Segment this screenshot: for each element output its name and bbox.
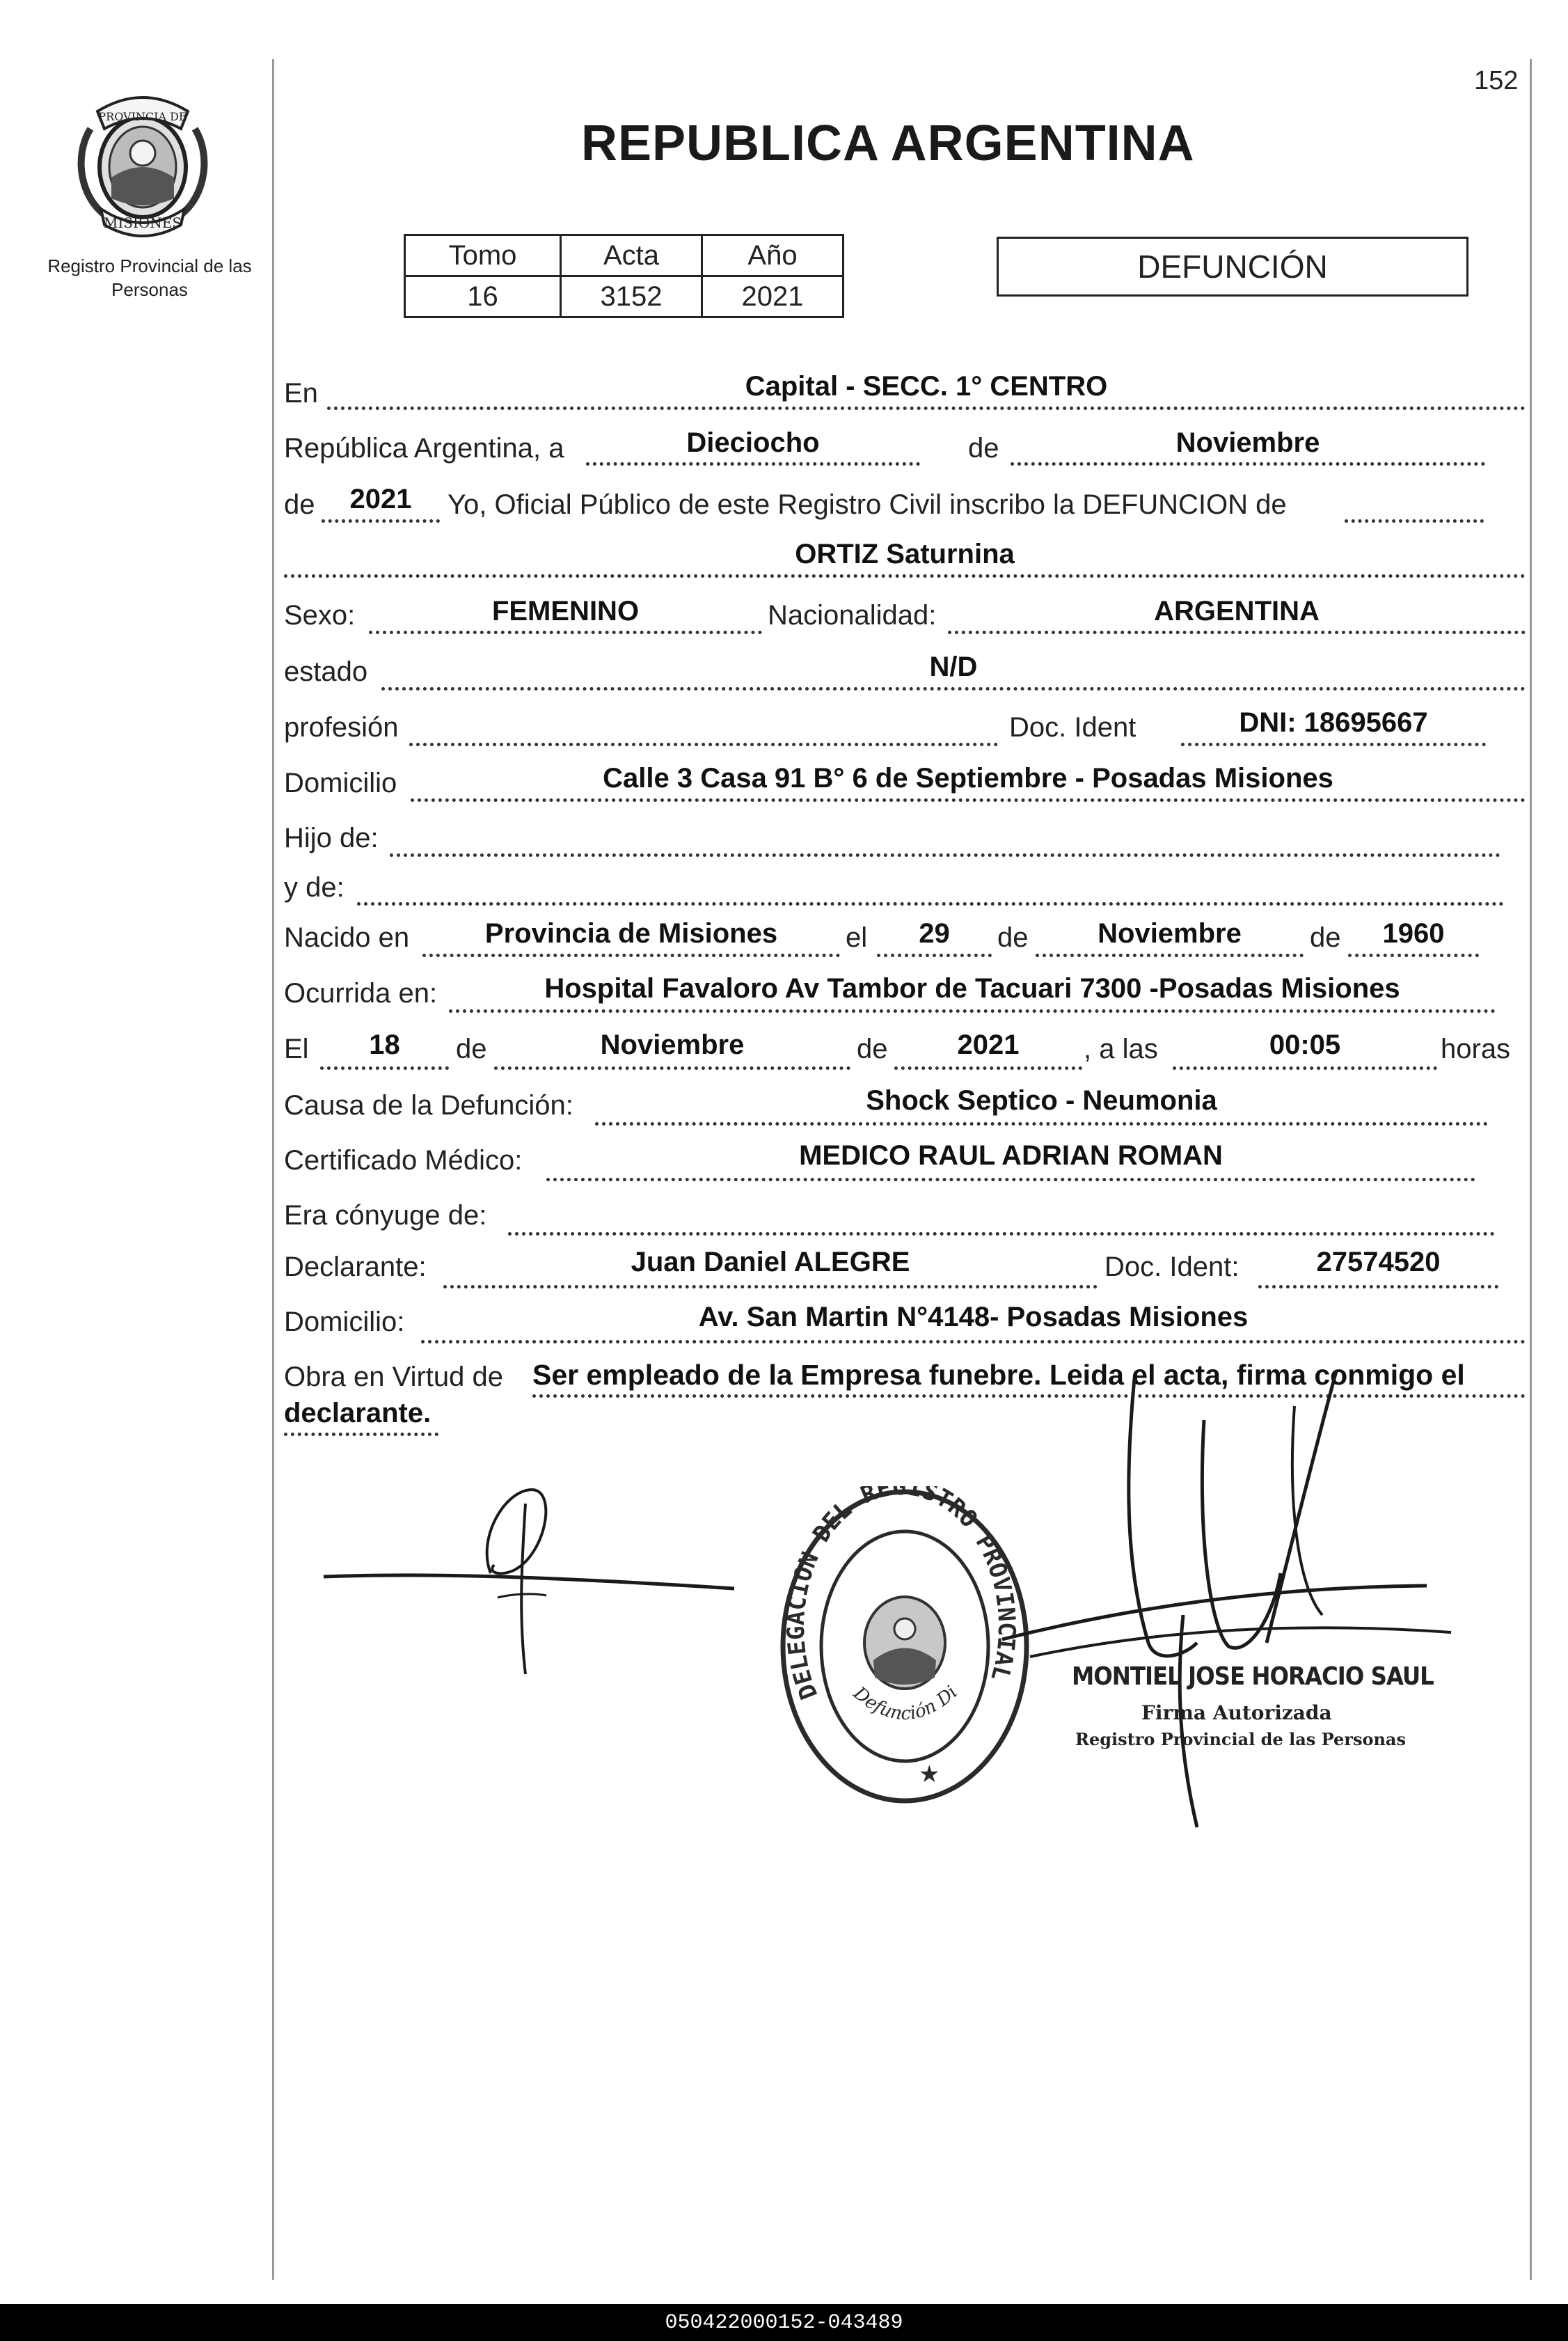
mes-line [1011, 462, 1485, 466]
def-hora-line [1173, 1066, 1437, 1070]
declarante-domicilio-label: Domicilio: [284, 1307, 405, 1337]
def-de-label-1: de [456, 1034, 487, 1064]
profesion-label: profesión [284, 712, 399, 743]
dia-line [586, 462, 920, 466]
certificado-line [546, 1178, 1475, 1181]
lugar-value: Capital - SECC. 1° CENTRO [745, 371, 1108, 402]
dia-texto-value: Dieciocho [686, 427, 820, 458]
nacido-en-value: Provincia de Misiones [484, 918, 778, 949]
conyuge-line [508, 1232, 1495, 1236]
en-label: En [284, 378, 318, 409]
el-label: El [284, 1034, 309, 1064]
a-las-label: , a las [1084, 1034, 1158, 1064]
declarante-line [443, 1285, 1098, 1288]
nombre-value: ORTIZ Saturnina [795, 539, 1015, 569]
declarante-doc-line [1258, 1285, 1498, 1288]
causa-line [595, 1122, 1488, 1126]
svg-text:MISIONES: MISIONES [103, 214, 182, 231]
domicilio-value: Calle 3 Casa 91 B° 6 de Septiembre - Posadas Misiones [603, 763, 1333, 794]
def-mes-line [494, 1066, 850, 1070]
official-signature [988, 1364, 1468, 1852]
nac-anio-value: 1960 [1382, 918, 1445, 949]
def-dia-line [320, 1066, 449, 1070]
nacionalidad-value: ARGENTINA [1154, 596, 1320, 626]
record-table-header-row [405, 235, 844, 276]
official-office: Registro Provincial de las Personas [1075, 1729, 1406, 1749]
doc-ident-label: Doc. Ident [1009, 712, 1137, 743]
de-label-1: de [968, 433, 999, 464]
horas-label: horas [1441, 1034, 1511, 1064]
record-table-value-row [405, 276, 844, 317]
def-de-label-2: de [857, 1034, 888, 1064]
declarante-label: Declarante: [284, 1252, 427, 1282]
nacionalidad-line [948, 631, 1526, 634]
record-type-box: DEFUNCIÓN [997, 237, 1468, 297]
nac-de-label-2: de [1310, 922, 1341, 953]
def-anio-value: 2021 [957, 1030, 1020, 1060]
estado-value: N/D [929, 652, 978, 682]
dni-value: DNI: 18695667 [1239, 707, 1428, 738]
def-dia-value: 18 [369, 1030, 400, 1060]
barcode-text: 050422000152-043489 [665, 2310, 903, 2335]
oficial-label: Yo, Oficial Público de este Registro Civil inscribo la DEFUNCION de [448, 489, 1287, 520]
profesion-line [409, 743, 998, 746]
acta-value: 3152 [561, 276, 702, 317]
hijo-de-line [390, 853, 1500, 857]
declarante-doc-value: 27574520 [1316, 1247, 1441, 1277]
ocurrida-en-value: Hospital Favaloro Av Tambor de Tacuari 7300 -Posadas Misiones [544, 973, 1400, 1004]
declarante-domicilio-value: Av. San Martin N°4148- Posadas Misiones [698, 1302, 1249, 1332]
stamp-star-icon: ★ [919, 1760, 940, 1788]
domicilio-line [411, 798, 1526, 802]
domicilio-label: Domicilio [284, 768, 397, 798]
def-mes-value: Noviembre [600, 1030, 745, 1060]
anio-value: 2021 [349, 484, 412, 514]
y-de-label: y de: [284, 872, 345, 903]
document-title: REPUBLICA ARGENTINA [581, 116, 1195, 171]
def-hora-value: 00:05 [1269, 1030, 1341, 1060]
anio-value: 2021 [702, 276, 844, 317]
anio-line [322, 519, 440, 523]
estado-label: estado [284, 656, 368, 687]
stamp-inner-text: Defunción Di [849, 1682, 962, 1725]
record-table [404, 234, 844, 318]
dni-line [1181, 743, 1486, 746]
nacionalidad-label: Nacionalidad: [768, 600, 937, 631]
left-margin-line [272, 59, 274, 2280]
nac-dia-line [877, 954, 992, 957]
nombre-line [284, 574, 1526, 578]
declarante-value: Juan Daniel ALEGRE [631, 1247, 910, 1277]
certificado-value: MEDICO RAUL ADRIAN ROMAN [799, 1140, 1223, 1171]
registry-label: Registro Provincial de las Personas [47, 255, 252, 300]
declarante-doc-label: Doc. Ident: [1104, 1252, 1240, 1282]
mes-value: Noviembre [1175, 427, 1320, 458]
oficial-line [1345, 519, 1484, 523]
causa-value: Shock Septico - Neumonia [866, 1085, 1217, 1116]
y-de-line [357, 902, 1504, 906]
official-name: MONTIEL JOSE HORACIO SAUL [1072, 1662, 1434, 1691]
sexo-line [369, 631, 762, 634]
acta-header: Acta [561, 235, 702, 276]
nac-dia-value: 29 [919, 918, 950, 949]
tomo-value: 16 [405, 276, 561, 317]
nac-mes-value: Noviembre [1098, 918, 1242, 949]
certificado-label: Certificado Médico: [284, 1145, 523, 1176]
nac-de-label-1: de [997, 922, 1029, 953]
page-number: 152 [1474, 66, 1519, 95]
barcode-bar [0, 2304, 1568, 2341]
svg-text:PROVINCIA DE: PROVINCIA DE [98, 110, 187, 123]
estado-line [381, 687, 1526, 691]
provincial-emblem [70, 80, 216, 240]
right-margin-line [1530, 59, 1532, 2280]
def-anio-line [894, 1066, 1082, 1070]
tomo-header: Tomo [405, 235, 561, 276]
obra-value-2: declarante. [284, 1398, 431, 1428]
republica-label: República Argentina, a [284, 433, 564, 464]
causa-label: Causa de la Defunción: [284, 1090, 573, 1121]
obra-label: Obra en Virtud de [284, 1362, 504, 1392]
ocurrida-en-line [449, 1009, 1496, 1013]
nac-anio-line [1348, 954, 1479, 957]
sexo-value: FEMENINO [491, 596, 640, 626]
anio-header: Año [702, 235, 844, 276]
nacido-en-label: Nacido en [284, 922, 410, 953]
sexo-label: Sexo: [284, 600, 356, 631]
nacido-en-line [422, 954, 840, 957]
obra-value-1: Ser empleado de la Empresa funebre. Leida el acta, firma conmigo el [532, 1359, 1465, 1391]
en-line [327, 407, 1526, 410]
nac-el-label: el [846, 922, 868, 953]
obra-line-2 [284, 1433, 438, 1436]
declarant-signature [317, 1476, 748, 1685]
de-label-2: de [284, 489, 315, 520]
ocurrida-en-label: Ocurrida en: [284, 978, 438, 1009]
declarante-domicilio-line [421, 1340, 1526, 1343]
hijo-de-label: Hijo de: [284, 823, 379, 853]
official-role: Firma Autorizada [1141, 1701, 1332, 1724]
conyuge-label: Era cónyuge de: [284, 1200, 487, 1231]
nac-mes-line [1036, 954, 1304, 957]
stamp-text: DELEGACION DEL REGISTRO PROVINCIAL [782, 1486, 1021, 1703]
